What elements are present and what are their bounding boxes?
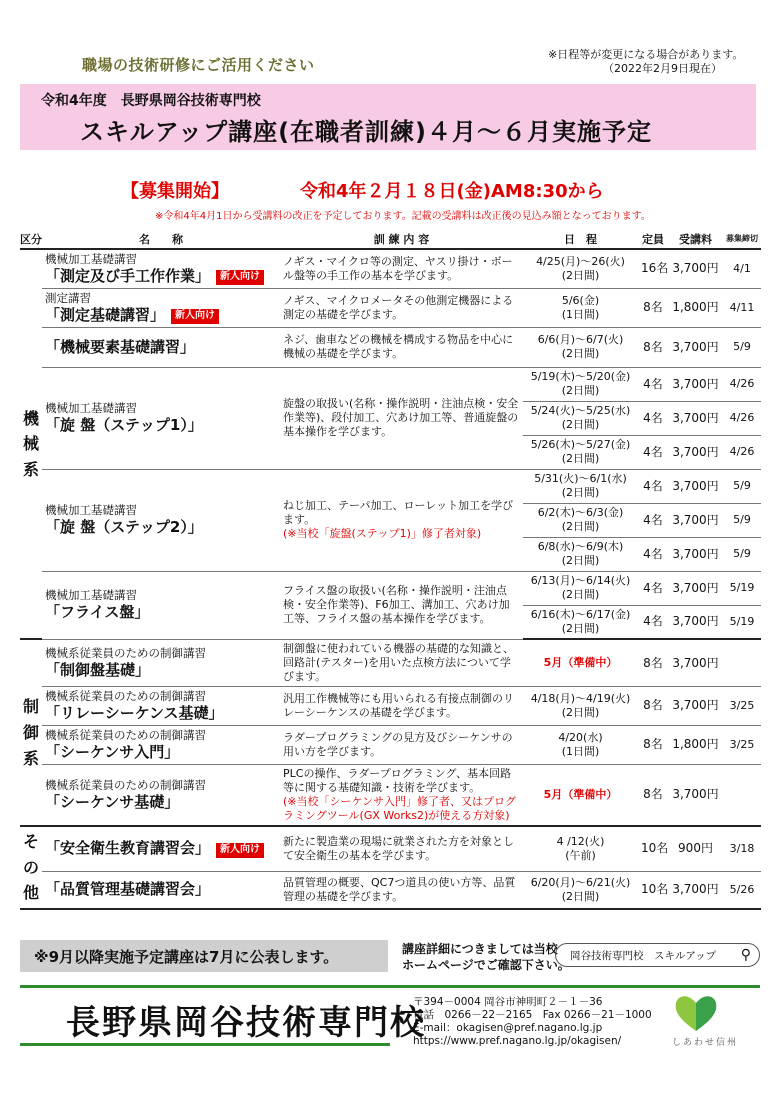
course-content: 新たに製造業の現場に就業された方を対象として安全衛生の基本を学びます。 — [283, 834, 514, 862]
fee-note: ※令和4年4月1日から受講料の改正を予定しております。記載の受講料は改正後の見込み額となっております。 — [155, 211, 651, 222]
schedule-cell — [523, 367, 638, 401]
course-name-cell — [42, 871, 280, 909]
course-category: 機械系従業員のための制御講習 — [45, 727, 206, 742]
schedule-days: (午前) — [565, 848, 596, 862]
course-category: 機械加工基礎講習 — [45, 588, 137, 603]
schedule-date: 6/8(水)～6/9(木) — [537, 540, 624, 554]
fee-cell: 3,700円 — [668, 469, 723, 503]
table-row — [20, 571, 761, 605]
course-name-cell — [42, 288, 280, 327]
schedule-cell — [523, 503, 638, 537]
schedule-date: 4/20(水) — [558, 730, 603, 744]
course-category: 機械加工基礎講習 — [45, 401, 137, 416]
detail-line2: ホームページでご確認下さい。 — [402, 957, 570, 972]
course-content-cell — [280, 469, 523, 571]
capacity-cell: 10名 — [638, 871, 668, 909]
capacity-cell: 16名 — [638, 249, 668, 288]
capacity-cell: 8名 — [638, 288, 668, 327]
as-of-date: （2022年2月9日現在） — [603, 62, 722, 75]
course-requirement: (※当校「旋盤(ステップ1)」修了者対象) — [283, 527, 482, 541]
header-schedule: 日 程 — [523, 229, 638, 249]
schedule-cell — [523, 435, 638, 469]
course-category: 機械加工基礎講習 — [45, 503, 137, 518]
deadline-cell: 4/26 — [723, 367, 761, 401]
course-name: 「旋 盤（ステップ1）」 — [45, 416, 203, 435]
table-row — [20, 687, 761, 726]
capacity-cell: 4名 — [638, 401, 668, 435]
schedule-cell — [523, 826, 638, 871]
fee-cell: 3,700円 — [668, 605, 723, 639]
email: E-mail：okagisen@pref.nagano.lg.jp — [413, 1022, 603, 1035]
course-content-cell — [280, 367, 523, 469]
address: 〒394－0004 岡谷市神明町２－１－36 — [413, 996, 603, 1008]
table-row — [20, 249, 761, 288]
new-employee-badge: 新人向け — [171, 309, 219, 324]
capacity-cell: 4名 — [638, 537, 668, 571]
fee-cell: 3,700円 — [668, 571, 723, 605]
deadline-cell: 4/11 — [723, 288, 761, 327]
table-row — [20, 725, 761, 764]
subtitle: 令和4年度 長野県岡谷技術専門校 — [41, 93, 261, 109]
shiawase-shinshu-logo — [672, 991, 720, 1033]
fee-cell: 3,700円 — [668, 435, 723, 469]
schedule-days: (2日間) — [561, 520, 600, 534]
header-content: 訓 練 内 容 — [280, 229, 523, 249]
course-category: 機械系従業員のための制御講習 — [45, 778, 206, 793]
course-name: 「機械要素基礎講習」 — [45, 337, 196, 356]
detail-line1: 講座詳細につきましては当校 — [402, 942, 558, 956]
course-content: 制御盤に使われている機器の基礎的な知識と、回路計(テスター)を用いた点検方法について学びます。 — [283, 641, 514, 683]
deadline-cell: 5/9 — [723, 327, 761, 367]
course-name-cell — [42, 571, 280, 639]
schedule-date: 6/13(月)～6/14(火) — [530, 574, 631, 588]
course-content-cell — [280, 826, 523, 871]
schedule-cell — [523, 871, 638, 909]
schedule-date: 5月（準備中） — [543, 656, 618, 670]
course-category: 測定講習 — [45, 290, 91, 305]
capacity-cell: 4名 — [638, 435, 668, 469]
deadline-cell: 5/19 — [723, 605, 761, 639]
header-capacity: 定員 — [638, 229, 668, 249]
schedule-cell — [523, 605, 638, 639]
course-name-cell — [42, 367, 280, 469]
schedule-cell — [523, 401, 638, 435]
course-name: 「安全衛生教育講習会」 — [45, 839, 211, 858]
course-name: 「フライス盤」 — [45, 603, 150, 622]
fee-cell: 3,700円 — [668, 639, 723, 686]
course-requirement: (※当校「シーケンサ入門」修了者、又はプログラミングツール(GX Works2)が使える方対象) — [283, 795, 516, 823]
schedule-cell — [523, 469, 638, 503]
schedule-change-notice: ※日程等が変更になる場合があります。 — [548, 48, 744, 61]
divider — [20, 1043, 390, 1046]
course-name: 「シーケンサ基礎」 — [45, 792, 180, 811]
schedule-cell — [523, 764, 638, 826]
schedule-days: (2日間) — [561, 622, 600, 636]
capacity-cell: 4名 — [638, 367, 668, 401]
search-text: 岡谷技術専門校 スキルアップ — [570, 949, 717, 962]
course-name-cell — [42, 639, 280, 686]
schedule-cell — [523, 249, 638, 288]
fee-cell: 3,700円 — [668, 687, 723, 726]
schedule-date: 5/6(金) — [561, 293, 600, 307]
search-box[interactable] — [555, 943, 760, 967]
schedule-days: (2日間) — [561, 486, 600, 500]
header-fee: 受講料 — [668, 229, 723, 249]
table-header-row — [20, 229, 761, 249]
schedule-date: 4 /12(火) — [556, 834, 605, 848]
course-content-cell — [280, 764, 523, 826]
schedule-cell — [523, 639, 638, 686]
course-name-cell — [42, 764, 280, 826]
schedule-days: (2日間) — [561, 418, 600, 432]
deadline-cell — [723, 764, 761, 826]
course-category: 機械系従業員のための制御講習 — [45, 689, 206, 704]
deadline-cell — [723, 639, 761, 686]
deadline-cell: 5/19 — [723, 571, 761, 605]
course-name-cell — [42, 826, 280, 871]
capacity-cell: 4名 — [638, 605, 668, 639]
course-content-cell — [280, 327, 523, 367]
course-content: 汎用工作機械等にも用いられる有接点制御のリレーシーケンスの基礎を学びます。 — [283, 691, 514, 719]
course-name: 「リレーシーケンス基礎」 — [45, 703, 224, 722]
table-row — [20, 288, 761, 327]
schedule-date: 6/2(木)～6/3(金) — [537, 506, 624, 520]
course-name-cell — [42, 249, 280, 288]
table-row — [20, 871, 761, 909]
fee-cell: 3,700円 — [668, 764, 723, 826]
contact-info — [413, 996, 652, 1049]
course-content-cell — [280, 687, 523, 726]
divider — [20, 985, 760, 988]
fee-cell: 3,700円 — [668, 401, 723, 435]
category-cell — [20, 639, 42, 826]
course-rows — [20, 249, 761, 909]
capacity-cell: 4名 — [638, 503, 668, 537]
fee-cell: 900円 — [668, 826, 723, 871]
announce-banner: ※9月以降実施予定講座は7月に公表します。 — [20, 940, 388, 972]
schedule-days: (2日間) — [561, 268, 600, 282]
schedule-date: 4/25(月)～26(火) — [536, 254, 625, 268]
schedule-cell — [523, 537, 638, 571]
fee-cell: 3,700円 — [668, 537, 723, 571]
schedule-days: (2日間) — [561, 889, 600, 903]
course-content-cell — [280, 571, 523, 639]
deadline-cell: 3/18 — [723, 826, 761, 871]
course-content: フライス盤の取扱い(名称・操作説明・注油点検・安全作業等)、F6加工、溝加工、穴あけ加工等、フライス盤の基本操作を学びます。 — [283, 584, 510, 626]
table-row — [20, 764, 761, 826]
course-name: 「制御盤基礎」 — [45, 660, 151, 679]
course-content-cell — [280, 871, 523, 909]
url: https://www.pref.nagano.lg.jp/okagisen/ — [413, 1035, 622, 1048]
deadline-cell: 4/26 — [723, 435, 761, 469]
course-name: 「旋 盤（ステップ2）」 — [45, 518, 203, 537]
schedule-days: (1日間) — [561, 307, 600, 321]
fee-cell: 1,800円 — [668, 725, 723, 764]
schedule-date: 5月（準備中） — [543, 787, 618, 801]
new-employee-badge: 新人向け — [216, 270, 264, 285]
table-row — [20, 826, 761, 871]
logo-text: しあわせ信州 — [672, 1038, 739, 1048]
table-row — [20, 469, 761, 503]
schedule-days: (2日間) — [561, 706, 600, 719]
course-content: PLCの操作、ラダープログラミング、基本回路等に関する基礎知識・技術を学びます。 — [283, 766, 512, 794]
course-content-cell — [280, 639, 523, 686]
capacity-cell: 8名 — [638, 639, 668, 686]
deadline-cell: 4/26 — [723, 401, 761, 435]
fee-cell: 3,700円 — [668, 503, 723, 537]
course-content: 旋盤の取扱い(名称・操作説明・注油点検・安全作業等)、段付加工、穴あけ加工等、普通旋盤の基本操作を学びます。 — [283, 397, 519, 439]
deadline-cell: 3/25 — [723, 725, 761, 764]
capacity-cell: 10名 — [638, 826, 668, 871]
course-content-cell — [280, 249, 523, 288]
course-name-cell — [42, 469, 280, 571]
deadline-cell: 5/9 — [723, 469, 761, 503]
course-name-cell — [42, 327, 280, 367]
schedule-days: (2日間) — [561, 384, 600, 398]
course-content: ラダープログラミングの見方及びシーケンサの用い方を学びます。 — [283, 730, 513, 758]
schedule-days: (1日間) — [561, 744, 600, 758]
schedule-days: (2日間) — [561, 554, 600, 568]
schedule-cell — [523, 725, 638, 764]
deadline-cell: 3/25 — [723, 687, 761, 726]
schedule-date: 5/26(木)～5/27(金) — [530, 438, 631, 452]
header-deadline: 募集締切 — [723, 229, 761, 249]
table-row — [20, 327, 761, 367]
course-category: 機械加工基礎講習 — [45, 252, 137, 266]
table-row — [20, 639, 761, 686]
capacity-cell: 8名 — [638, 764, 668, 826]
schedule-date: 5/31(火)～6/1(水) — [534, 472, 627, 486]
schedule-date: 6/6(月)～6/7(火) — [537, 333, 624, 347]
school-name: 長野県岡谷技術専門校 — [66, 1003, 426, 1043]
schedule-date: 5/19(木)～5/20(金) — [530, 370, 631, 384]
schedule-date: 5/24(火)～5/25(水) — [530, 404, 631, 418]
course-table — [20, 229, 761, 910]
course-name: 「測定及び手工作作業」 — [45, 266, 211, 285]
course-content-cell — [280, 725, 523, 764]
new-employee-badge: 新人向け — [216, 843, 264, 858]
category-cell — [20, 826, 42, 909]
detail-note — [402, 942, 570, 973]
capacity-cell: 4名 — [638, 469, 668, 503]
deadline-cell: 4/1 — [723, 249, 761, 288]
phone: 電話 0266－22－2165 Fax 0266－21－1000 — [413, 1009, 652, 1022]
recruit-date: 令和4年２月１８日(金)AM8:30から — [300, 181, 604, 202]
course-content: 品質管理の概要、QC7つ道具の使い方等、品質管理の基礎を学びます。 — [283, 875, 516, 903]
schedule-date: 6/20(月)～6/21(火) — [530, 875, 631, 889]
category-cell — [20, 249, 42, 639]
deadline-cell: 5/9 — [723, 503, 761, 537]
schedule-days: (2日間) — [561, 588, 600, 602]
deadline-cell: 5/9 — [723, 537, 761, 571]
header-category: 区分 — [20, 229, 42, 249]
capacity-cell: 8名 — [638, 327, 668, 367]
schedule-days: (2日間) — [561, 347, 600, 361]
capacity-cell: 8名 — [638, 725, 668, 764]
course-name: 「シーケンサ入門」 — [45, 742, 180, 761]
schedule-date: 6/16(木)～6/17(金) — [530, 607, 631, 621]
course-name-cell — [42, 687, 280, 726]
fee-cell: 3,700円 — [668, 249, 723, 288]
recruit-label: 【募集開始】 — [121, 181, 229, 202]
category-label: そ の 他 — [23, 832, 40, 903]
tagline: 職場の技術研修にご活用ください — [82, 56, 315, 74]
course-content-cell — [280, 288, 523, 327]
schedule-cell — [523, 288, 638, 327]
table-row — [20, 367, 761, 401]
schedule-cell — [523, 687, 638, 726]
schedule-date: 4/18(月)～4/19(火) — [530, 691, 631, 705]
course-category: 機械系従業員のための制御講習 — [45, 645, 206, 660]
course-content: ネジ、歯車などの機械を構成する物品を中心に機械の基礎を学びます。 — [283, 333, 514, 361]
schedule-days: (2日間) — [561, 452, 600, 466]
fee-cell: 3,700円 — [668, 367, 723, 401]
capacity-cell: 4名 — [638, 571, 668, 605]
course-name: 「品質管理基礎講習会」 — [45, 880, 211, 899]
schedule-cell — [523, 327, 638, 367]
course-name: 「測定基礎講習」 — [45, 305, 166, 324]
course-content: ねじ加工、テーパ加工、ローレット加工を学びます。 — [283, 499, 514, 527]
search-icon[interactable]: ⚲ — [740, 947, 751, 963]
schedule-cell — [523, 571, 638, 605]
deadline-cell: 5/26 — [723, 871, 761, 909]
course-content: ノギス、マイクロメータその他測定機器による測定の基礎を学びます。 — [283, 293, 514, 321]
course-name-cell — [42, 725, 280, 764]
capacity-cell: 8名 — [638, 687, 668, 726]
header-name: 名 称 — [42, 229, 280, 249]
fee-cell: 1,800円 — [668, 288, 723, 327]
category-label: 機 械 系 — [23, 408, 40, 479]
fee-cell: 3,700円 — [668, 871, 723, 909]
category-label: 制 御 系 — [23, 697, 40, 768]
fee-cell: 3,700円 — [668, 327, 723, 367]
course-content: ノギス・マイクロ等の測定、ヤスリ掛け・ボール盤等の手工作の基本を学びます。 — [283, 254, 513, 282]
page-title: スキルアップ講座(在職者訓練)４月～６月実施予定 — [80, 118, 653, 146]
